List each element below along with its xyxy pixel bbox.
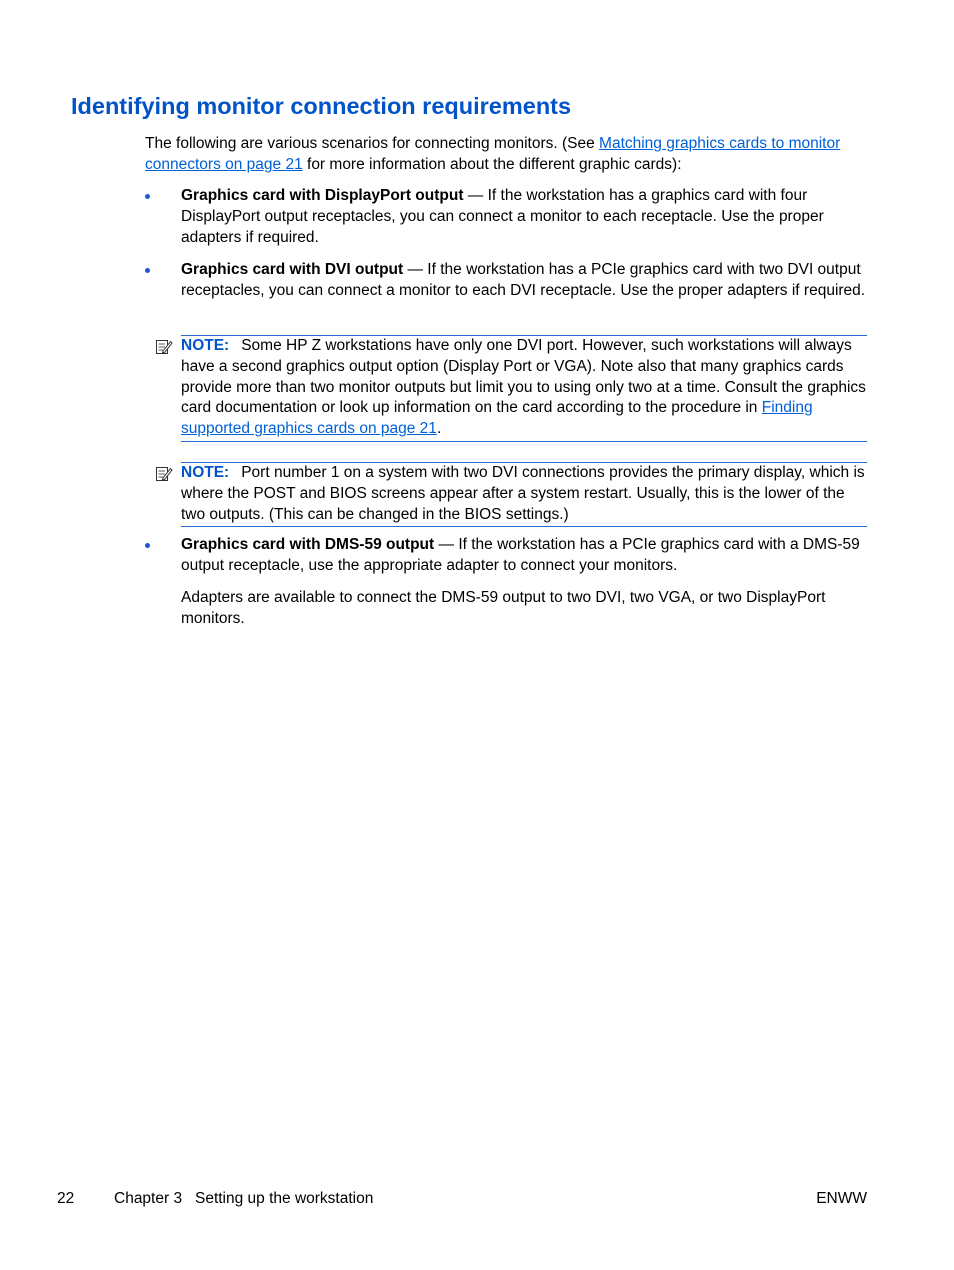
note-primary-display bbox=[181, 462, 867, 527]
bullet-heading: Graphics card with DMS-59 output bbox=[181, 536, 435, 553]
page-title: Identifying monitor connection requirements bbox=[71, 93, 572, 119]
bullet-dot-icon bbox=[145, 194, 150, 199]
note-dvi-port bbox=[181, 335, 867, 442]
intro-text: The following are various scenarios for connecting monitors. (See bbox=[145, 135, 600, 152]
bullet-displayport bbox=[145, 186, 867, 248]
finding-graphics-cards-link[interactable]: Finding supported graphics cards on page 21 bbox=[181, 399, 813, 438]
bullet-dot-icon bbox=[145, 543, 150, 548]
locale-code: ENWW bbox=[816, 1190, 867, 1207]
adapters-paragraph: Adapters are available to connect the DMS-59 output to two DVI, two VGA, or two DisplayPort monitors. bbox=[181, 589, 826, 627]
page-footer bbox=[57, 1188, 867, 1210]
bullet-dvi bbox=[145, 260, 867, 302]
bullet-dot-icon bbox=[145, 268, 150, 273]
note-pencil-icon bbox=[155, 465, 173, 483]
intro-text-end: for more information about the different graphic cards): bbox=[302, 156, 682, 173]
note-pencil-icon bbox=[155, 338, 173, 356]
page-number: 22 bbox=[57, 1190, 75, 1207]
note-label: NOTE: bbox=[181, 337, 230, 354]
bullet-heading: Graphics card with DVI output bbox=[181, 261, 404, 278]
matching-graphics-cards-link[interactable]: Matching graphics cards to monitor connectors on page 21 bbox=[145, 135, 841, 173]
bullet-heading: Graphics card with DisplayPort output bbox=[181, 187, 464, 204]
bullet-dms59 bbox=[145, 535, 867, 577]
note-text: Some HP Z workstations have only one DVI port. However, such workstations will always have a second graphics output option (Display Port or VGA). Note also that many graphics cards provide more than two monitor outputs but limit you to using only two at a time. Consult the graphics card documentation or look up information on the card according to the procedure in bbox=[181, 337, 866, 417]
chapter-title: Chapter 3 Setting up the workstation bbox=[114, 1190, 374, 1207]
note-text-end: . bbox=[436, 420, 442, 438]
bullet-text: — If the workstation has a graphics card with four DisplayPort output receptacles, you can connect a monitor to each receptacle. Use the proper adapters if required. bbox=[181, 187, 824, 246]
note-text: Port number 1 on a system with two DVI connections provides the primary display, which is where the POST and BIOS screens appear after a system restart. Usually, this is the lower of the two outputs. (This can be changed in the BIOS settings.) bbox=[181, 464, 865, 523]
intro-paragraph bbox=[145, 133, 865, 175]
bullet-text: — If the workstation has a PCIe graphics card with two DVI output receptacles, you can connect a monitor to each DVI receptacle. Use the proper adapters if required. bbox=[181, 261, 866, 299]
bullet-text: — If the workstation has a PCIe graphics card with a DMS-59 output receptacle, use the appropriate adapter to connect your monitors. bbox=[181, 536, 860, 574]
note-label: NOTE: bbox=[181, 464, 230, 481]
